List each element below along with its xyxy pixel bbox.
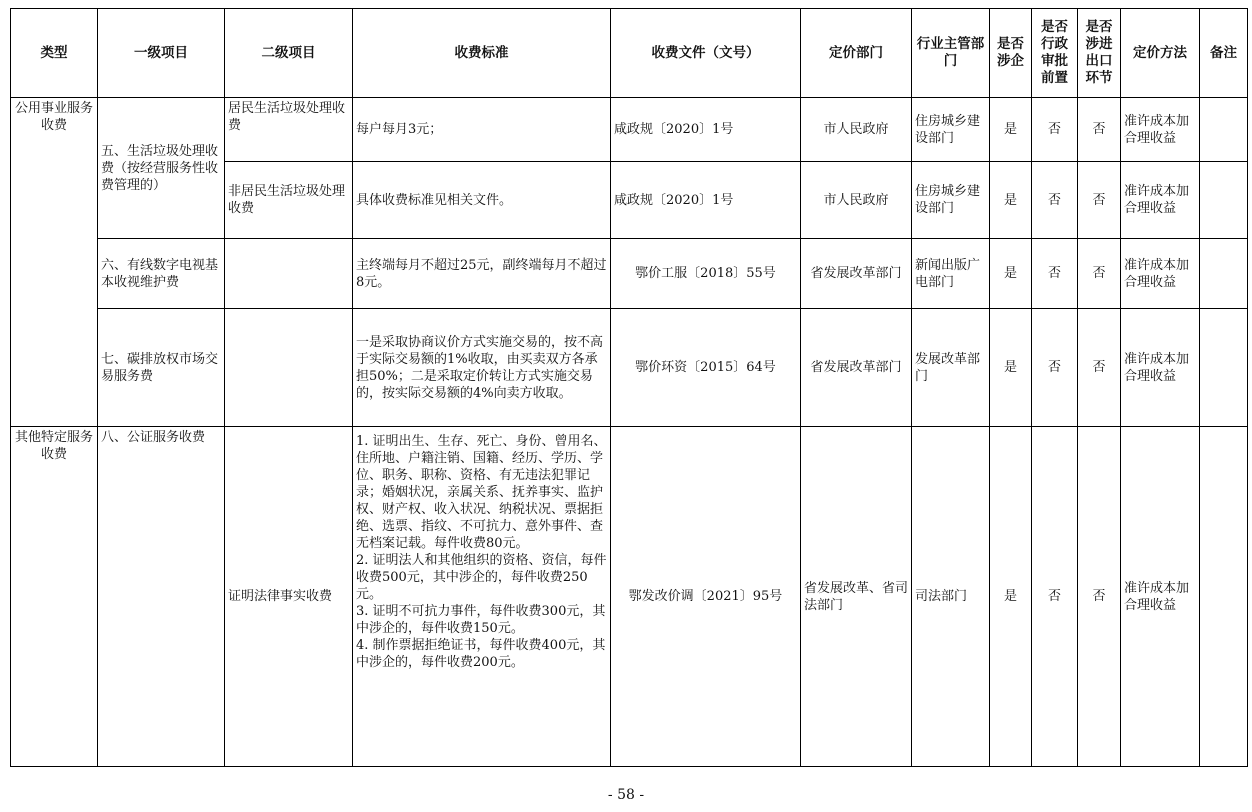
remarks-cell: [1200, 239, 1248, 309]
pricing-dept-cell: 省发展改革、省司法部门: [801, 427, 912, 767]
table-row: [11, 239, 1248, 309]
level1-cable: 六、有线数字电视基本收视维护费: [98, 239, 225, 309]
fee-table: [10, 8, 1248, 767]
standard-item: 4. 制作票据拒绝证书，每件收费400元，其中涉企的，每件收费200元。: [356, 638, 606, 670]
header-row: [11, 9, 1248, 98]
header-import-export: 是否涉进出口环节: [1078, 9, 1121, 98]
standard-cell: 具体收费标准见相关文件。: [353, 162, 611, 239]
industry-dept-cell: 住房城乡建设部门: [912, 98, 990, 162]
pricing-method-cell: 准许成本加合理收益: [1121, 309, 1200, 427]
level1-carbon: 七、碳排放权市场交易服务费: [98, 309, 225, 427]
level2-cell: 非居民生活垃圾处理收费: [225, 162, 353, 239]
table-row: [11, 309, 1248, 427]
involves-enterprise-cell: 是: [990, 239, 1032, 309]
table-row: [11, 427, 1248, 767]
document-cell: 鄂发改价调〔2021〕95号: [611, 427, 801, 767]
header-document: 收费文件（文号）: [611, 9, 801, 98]
industry-dept-cell: 住房城乡建设部门: [912, 162, 990, 239]
standard-item: 2. 证明法人和其他组织的资格、资信，每件收费500元，其中涉企的，每件收费250元。: [356, 553, 607, 602]
header-industry-dept: 行业主管部门: [912, 9, 990, 98]
admin-approval-cell: 否: [1032, 239, 1078, 309]
group-public: 公用事业服务收费: [11, 98, 98, 427]
admin-approval-cell: 否: [1032, 162, 1078, 239]
admin-approval-cell: 否: [1032, 309, 1078, 427]
header-pricing-dept: 定价部门: [801, 9, 912, 98]
level2-cell: [225, 309, 353, 427]
involves-enterprise-cell: 是: [990, 162, 1032, 239]
level1-notary: 八、公证服务收费: [98, 427, 225, 767]
level2-cell: 证明法律事实收费: [225, 427, 353, 767]
header-involves-enterprise: 是否涉企: [990, 9, 1032, 98]
standard-cell: [353, 427, 611, 767]
remarks-cell: [1200, 309, 1248, 427]
header-standard: 收费标准: [353, 9, 611, 98]
group-other: 其他特定服务收费: [11, 427, 98, 767]
header-admin-approval: 是否行政审批前置: [1032, 9, 1078, 98]
import-export-cell: 否: [1078, 162, 1121, 239]
standard-cell: 每户每月3元；: [353, 98, 611, 162]
pricing-method-cell: 准许成本加合理收益: [1121, 98, 1200, 162]
document-cell: 鄂价工服〔2018〕55号: [611, 239, 801, 309]
remarks-cell: [1200, 427, 1248, 767]
industry-dept-cell: 发展改革部门: [912, 309, 990, 427]
standard-cell: 一是采取协商议价方式实施交易的，按不高于实际交易额的1%收取，由买卖双方各承担50%；二是采取定价转让方式实施交易的，按实际交易额的4%向卖方收取。: [353, 309, 611, 427]
standard-cell: 主终端每月不超过25元，副终端每月不超过8元。: [353, 239, 611, 309]
header-type: 类型: [11, 9, 98, 98]
level2-cell: [225, 239, 353, 309]
pricing-method-cell: 准许成本加合理收益: [1121, 427, 1200, 767]
pricing-method-cell: 准许成本加合理收益: [1121, 239, 1200, 309]
import-export-cell: 否: [1078, 427, 1121, 767]
involves-enterprise-cell: 是: [990, 427, 1032, 767]
table-row: [11, 98, 1248, 162]
header-remarks: 备注: [1200, 9, 1248, 98]
admin-approval-cell: 否: [1032, 98, 1078, 162]
remarks-cell: [1200, 98, 1248, 162]
header-pricing-method: 定价方法: [1121, 9, 1200, 98]
pricing-dept-cell: 市人民政府: [801, 98, 912, 162]
level1-garbage: 五、生活垃圾处理收费（按经营服务性收费管理的）: [98, 98, 225, 239]
import-export-cell: 否: [1078, 309, 1121, 427]
pricing-dept-cell: 市人民政府: [801, 162, 912, 239]
involves-enterprise-cell: 是: [990, 98, 1032, 162]
industry-dept-cell: 新闻出版广电部门: [912, 239, 990, 309]
admin-approval-cell: 否: [1032, 427, 1078, 767]
pricing-method-cell: 准许成本加合理收益: [1121, 162, 1200, 239]
standard-item: 3. 证明不可抗力事件，每件收费300元，其中涉企的，每件收费150元。: [356, 604, 606, 636]
industry-dept-cell: 司法部门: [912, 427, 990, 767]
remarks-cell: [1200, 162, 1248, 239]
pricing-dept-cell: 省发展改革部门: [801, 239, 912, 309]
header-level2: 二级项目: [225, 9, 353, 98]
page-number: - 58 -: [607, 787, 645, 803]
import-export-cell: 否: [1078, 98, 1121, 162]
level2-cell: 居民生活垃圾处理收费: [225, 98, 353, 162]
import-export-cell: 否: [1078, 239, 1121, 309]
document-cell: 咸政规〔2020〕1号: [611, 98, 801, 162]
pricing-dept-cell: 省发展改革部门: [801, 309, 912, 427]
document-cell: 咸政规〔2020〕1号: [611, 162, 801, 239]
header-level1: 一级项目: [98, 9, 225, 98]
standard-item: 1. 证明出生、生存、死亡、身份、曾用名、住所地、户籍注销、国籍、经历、学历、学位、职务、职称、资格、有无违法犯罪记录；婚姻状况，亲属关系、抚养事实、监护权、财产权、收入状况、纳税状况、票据拒绝、选票、指纹、不可抗力、意外事件、查无档案记载。每件收费80元。: [356, 434, 607, 551]
document-cell: 鄂价环资〔2015〕64号: [611, 309, 801, 427]
involves-enterprise-cell: 是: [990, 309, 1032, 427]
